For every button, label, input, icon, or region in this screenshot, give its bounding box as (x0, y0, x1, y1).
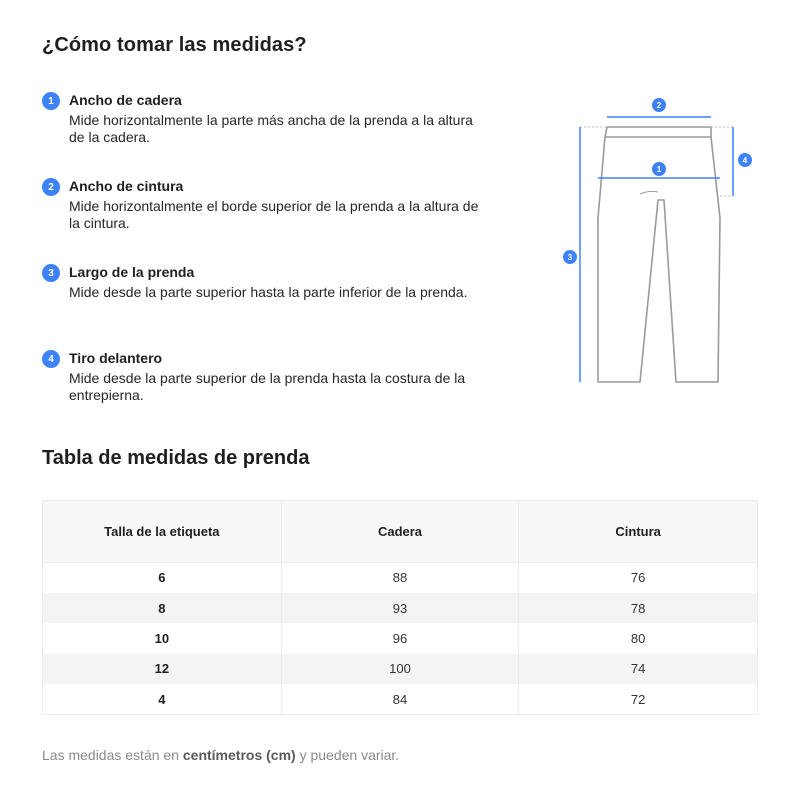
step-description: Mide horizontalmente el borde superior de la prenda a la altura de la cintura. (69, 198, 479, 231)
table-row (43, 684, 758, 714)
step-title: Largo de la prenda (69, 264, 195, 280)
size-cell: 8 (43, 593, 282, 623)
column-header-hip: Cadera (281, 501, 519, 563)
step-title: Ancho de cadera (69, 92, 182, 108)
footnote-units: centímetros (cm) (182, 747, 296, 763)
marker-length (563, 250, 577, 264)
footnote-prefix: Las medidas están en (42, 747, 183, 763)
table-row (43, 563, 758, 593)
size-cell: 6 (43, 563, 282, 593)
size-cell: 4 (43, 684, 282, 714)
step-description: Mide desde la parte superior hasta la parte inferior de la prenda. (69, 284, 468, 300)
step-number-badge: 2 (42, 178, 60, 196)
svg-text:3: 3 (567, 253, 573, 262)
units-footnote (42, 747, 399, 763)
table-row (43, 654, 758, 684)
size-cell: 10 (43, 623, 282, 653)
waist-cell: 72 (519, 684, 758, 714)
table-header-row (43, 501, 758, 563)
svg-text:4: 4 (742, 156, 748, 165)
waist-cell: 74 (519, 654, 758, 684)
waist-cell: 80 (519, 623, 758, 653)
step-number-badge: 4 (42, 350, 60, 368)
size-table (42, 500, 758, 715)
step-description: Mide desde la parte superior de la prenda hasta la costura de la entrepierna. (69, 370, 466, 403)
step-number-badge: 3 (42, 264, 60, 282)
hip-cell: 93 (281, 593, 519, 623)
how-to-measure-title: ¿Cómo tomar las medidas? (42, 34, 307, 56)
column-header-waist: Cintura (519, 501, 758, 563)
column-header-size: Talla de la etiqueta (43, 501, 282, 563)
step-title: Ancho de cintura (69, 178, 184, 194)
waist-cell: 76 (519, 563, 758, 593)
hip-cell: 84 (281, 684, 519, 714)
marker-hip (652, 162, 666, 176)
svg-text:1: 1 (656, 165, 662, 174)
size-table-title: Tabla de medidas de prenda (42, 447, 310, 469)
step-description: Mide horizontalmente la parte más ancha de la prenda a la altura de la cadera. (69, 112, 473, 145)
hip-cell: 96 (281, 623, 519, 653)
svg-text:2: 2 (656, 101, 662, 110)
hip-cell: 88 (281, 563, 519, 593)
footnote-suffix: y pueden variar. (295, 747, 400, 763)
marker-waist (652, 98, 666, 112)
step-title: Tiro delantero (69, 350, 163, 366)
table-row (43, 593, 758, 623)
size-cell: 12 (43, 654, 282, 684)
pants-measurement-diagram (550, 90, 760, 400)
step-number-badge: 1 (42, 92, 60, 110)
waist-cell: 78 (519, 593, 758, 623)
table-row (43, 623, 758, 653)
hip-cell: 100 (281, 654, 519, 684)
marker-rise (738, 153, 752, 167)
